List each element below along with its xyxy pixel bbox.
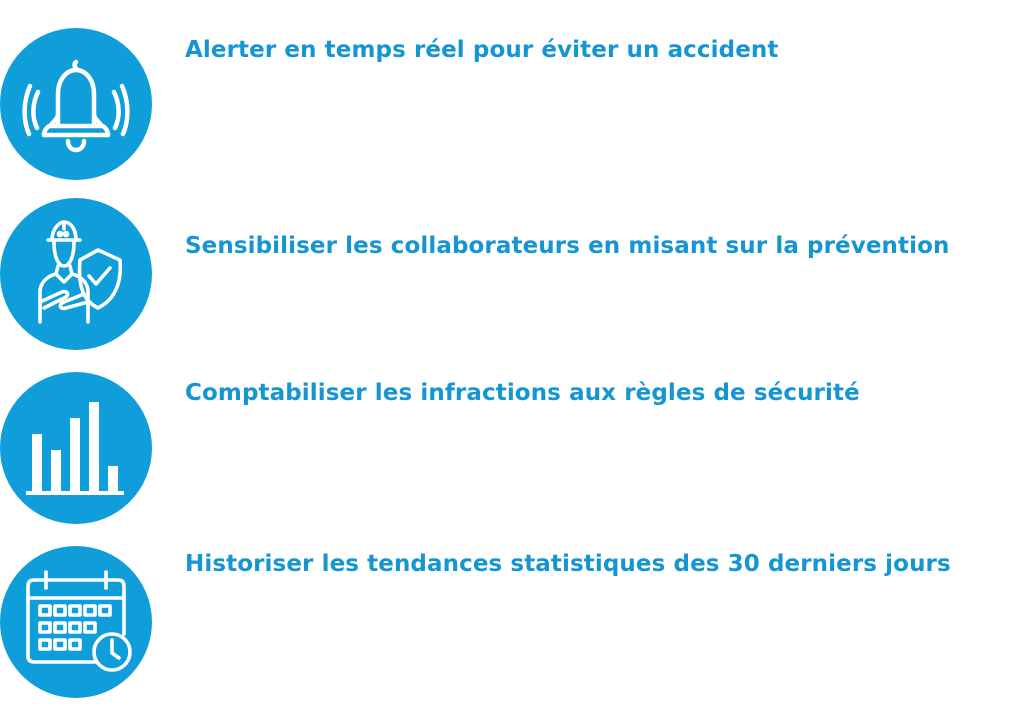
- feature-icon-circle: [0, 198, 152, 350]
- feature-title: Sensibiliser les collaborateurs en misant sur la prévention: [185, 233, 950, 259]
- feature-icon-circle: [0, 546, 152, 698]
- worker-shield-icon: [0, 198, 152, 350]
- feature-title: Alerter en temps réel pour éviter un accident: [185, 37, 779, 63]
- feature-title: Historiser les tendances statistiques des 30 derniers jours: [185, 551, 951, 577]
- calendar-clock-icon: [0, 546, 152, 698]
- feature-title: Comptabiliser les infractions aux règles de sécurité: [185, 380, 860, 406]
- bell-icon: [0, 28, 152, 180]
- feature-icon-circle: [0, 28, 152, 180]
- feature-icon-circle: [0, 372, 152, 524]
- bar-chart-icon: [0, 372, 152, 524]
